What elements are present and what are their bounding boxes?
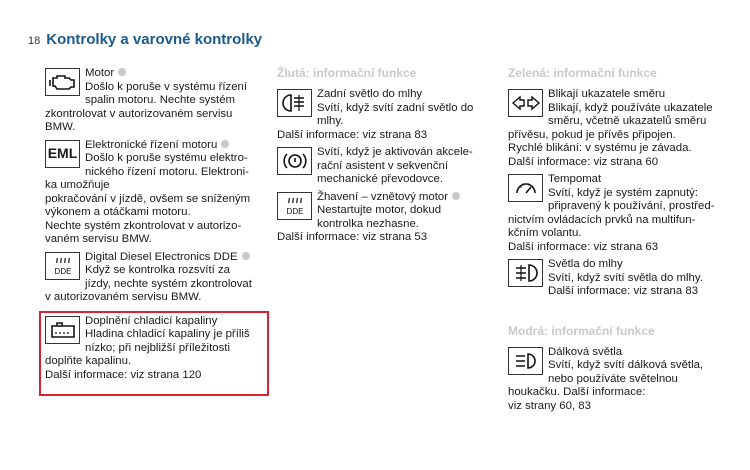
- turn-signal-icon: [508, 89, 543, 117]
- green-section-heading: Zelená: informační funkce: [508, 66, 657, 80]
- text-line: Svítí, když svítí dálková světla,: [548, 359, 704, 371]
- text-line: pokračování v jízdě, ovšem se sníženým: [45, 192, 251, 205]
- gray-dot-icon: [221, 140, 229, 148]
- page-title: Kontrolky a varovné kontrolky: [46, 31, 263, 48]
- text-line: Další informace: viz strana 120: [45, 368, 202, 381]
- text-line: jízdy, nechte systém zkontrolovat: [85, 277, 252, 290]
- entry-glow: [277, 191, 497, 245]
- text-line: Došlo k poruše systému elektro-: [85, 152, 248, 164]
- text-line: výkonem a otáčkami motoru.: [45, 206, 191, 218]
- text-line: BMW.: [45, 121, 76, 133]
- engine-title: Motor: [85, 67, 115, 79]
- blue-section-heading: Modrá: informační funkce: [508, 323, 655, 338]
- text-line: přívěsu, pokud je přívěs připojen.: [508, 128, 676, 141]
- text-line: Další informace: viz strana 83: [277, 128, 428, 141]
- page-header: [28, 31, 262, 48]
- cruise-control-icon: [508, 174, 543, 202]
- text-line: kčním volantu.: [508, 227, 582, 239]
- text-line: kontrolka nezhasne.: [317, 217, 419, 230]
- text-line: Další informace: viz strana 53: [277, 231, 428, 243]
- entry-engine: [45, 67, 267, 135]
- text-line: Dálková světla: [548, 345, 623, 358]
- text-line: Rychlé blikání: v systému je závada.: [508, 142, 692, 154]
- glow-title: Žhavení – vznětový motor: [317, 190, 449, 203]
- text-line: Další informace: viz strana 83: [548, 285, 699, 297]
- dde-title: Digital Diesel Electronics DDE: [85, 250, 238, 263]
- text-line: Svítí, když svítí světla do mlhy.: [548, 271, 703, 284]
- text-line: doplňte kapalinu.: [45, 355, 132, 367]
- text-line: houkačku. Další informace:: [508, 386, 646, 398]
- text-line: Blikají, když používáte ukazatele: [548, 101, 713, 114]
- text-line: Další informace: viz strana 60: [508, 155, 659, 168]
- highlight-box: [39, 311, 269, 396]
- rear-fog-light-icon: [277, 89, 312, 117]
- text-line: rační asistent v sekvenční: [317, 159, 449, 172]
- glow-plug-icon: [277, 192, 312, 220]
- text-line: Nestartujte motor, dokud: [317, 204, 442, 216]
- entry-cruise-control: [508, 173, 728, 254]
- text-line: Svítí, když je systém zapnutý:: [548, 186, 699, 199]
- text-line: nízko; při nejbližší příležitosti: [85, 341, 230, 354]
- text-line: spalin motoru. Nechte systém: [85, 94, 236, 106]
- eml-icon: EML: [45, 140, 80, 168]
- text-line: Tempomat: [548, 173, 602, 185]
- entry-dde: [45, 251, 267, 305]
- entry-high-beam: [508, 346, 728, 414]
- text-line: Nechte systém zkontrolovat v autorizo-: [45, 219, 242, 232]
- text-line: ka umožňuje: [45, 179, 110, 191]
- entry-turn-signals: [508, 88, 728, 169]
- text-line: vaném servisu BMW.: [45, 233, 152, 245]
- text-line: Zadní světlo do mlhy: [317, 88, 423, 100]
- text-line: Došlo k poruše v systému řízení: [85, 80, 248, 93]
- text-line: Blikají ukazatele směru: [548, 88, 666, 100]
- front-fog-light-icon: [508, 259, 543, 287]
- text-line: v autorizovaném servisu BMW.: [45, 291, 202, 303]
- gray-dot-icon: [242, 252, 250, 260]
- text-line: Hladina chladicí kapaliny je příliš: [85, 328, 250, 340]
- text-line: zkontrolovat v autorizovaném servisu: [45, 107, 233, 120]
- gray-dot-icon: [452, 192, 460, 200]
- svg-text:DDE: DDE: [286, 206, 303, 216]
- coolant-title: Doplnění chladicí kapaliny: [85, 314, 218, 327]
- text-line: připravený k používání, prostřed-: [548, 200, 715, 212]
- gray-dot-icon: [118, 68, 126, 76]
- column-right: [508, 67, 728, 417]
- engine-icon: [45, 68, 80, 96]
- entry-front-fog: [508, 258, 728, 299]
- text-line: nického řízení motoru. Elektroni-: [85, 165, 249, 178]
- high-beam-icon: [508, 347, 543, 375]
- brake-assist-icon: [277, 147, 312, 175]
- entry-brake-assist: [277, 146, 497, 187]
- entry-rear-fog: [277, 88, 497, 142]
- eml-title: Elektronické řízení motoru: [85, 138, 218, 151]
- text-line: Svítí, když je aktivován akcele-: [317, 146, 473, 158]
- svg-text:DDE: DDE: [54, 266, 71, 276]
- entry-eml: [45, 139, 267, 247]
- text-line: mechanické převodovce.: [317, 173, 443, 185]
- text-line: viz strany 60, 83: [508, 399, 591, 412]
- column-middle: [277, 67, 497, 249]
- text-line: nictvím ovládacích prvků na multifun-: [508, 213, 696, 226]
- text-line: mlhy.: [317, 115, 344, 127]
- text-line: Svítí, když svítí zadní světlo do: [317, 101, 474, 114]
- text-line: Světla do mlhy: [548, 258, 623, 270]
- yellow-section-heading: Žlutá: informační funkce: [277, 66, 417, 80]
- text-line: nebo používáte světelnou: [548, 372, 678, 385]
- text-line: Další informace: viz strana 63: [508, 240, 659, 253]
- text-line: směru, včetně ukazatelů směru: [548, 115, 707, 127]
- page-number: 18: [28, 35, 41, 47]
- text-line: Když se kontrolka rozsvítí za: [85, 264, 230, 276]
- dde-icon: [45, 252, 80, 280]
